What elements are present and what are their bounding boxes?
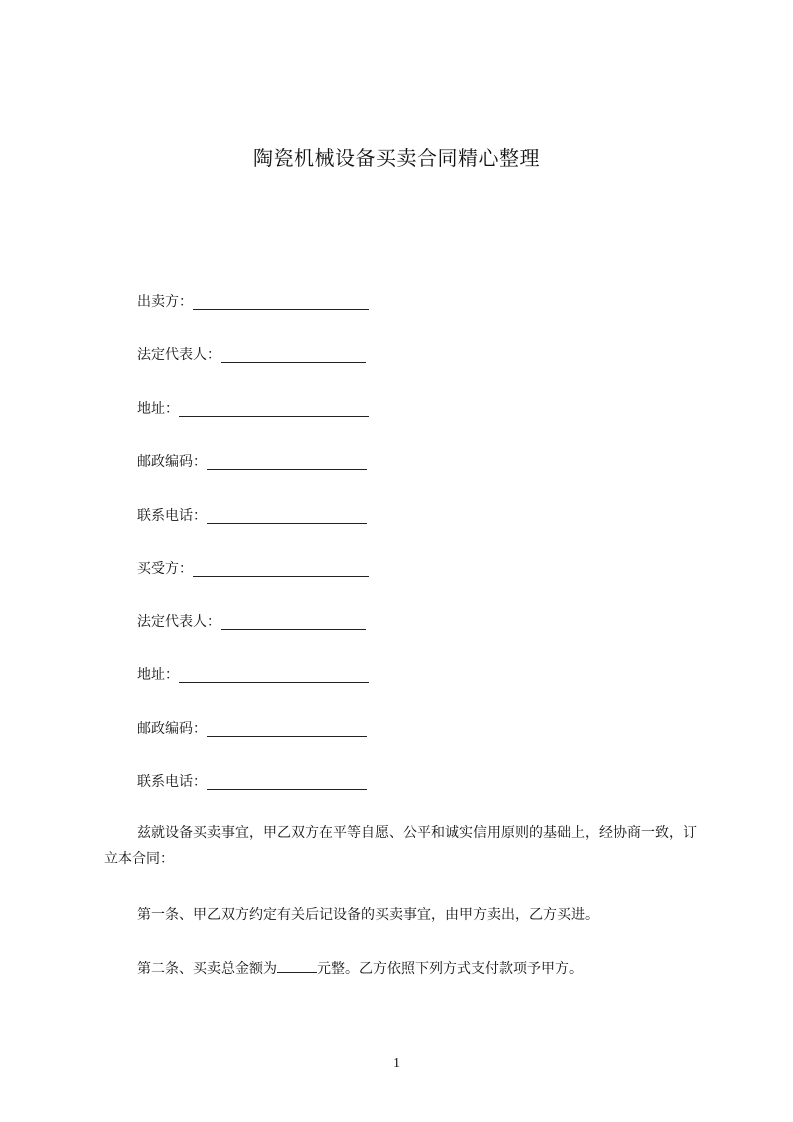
document-title: 陶瓷机械设备买卖合同精心整理 bbox=[253, 146, 540, 170]
buyer-phone-label: 联系电话： bbox=[137, 774, 207, 790]
seller-phone-blank bbox=[207, 508, 367, 524]
seller-postcode-field bbox=[137, 452, 367, 472]
buyer-address-label: 地址： bbox=[137, 667, 179, 683]
buyer-rep-field bbox=[137, 612, 366, 632]
page-number: 1 bbox=[393, 1056, 400, 1071]
buyer-rep-label: 法定代表人： bbox=[137, 614, 221, 630]
buyer-phone-blank bbox=[207, 774, 367, 790]
buyer-postcode-label: 邮政编码： bbox=[137, 721, 207, 737]
article-2 bbox=[137, 958, 583, 979]
seller-postcode-label: 邮政编码： bbox=[137, 454, 207, 470]
buyer-address-blank bbox=[179, 667, 369, 683]
seller-rep-field bbox=[137, 345, 366, 365]
seller-address-field bbox=[137, 399, 369, 419]
buyer-party-field bbox=[137, 559, 369, 579]
seller-phone-label: 联系电话： bbox=[137, 508, 207, 524]
seller-party-blank bbox=[193, 294, 369, 310]
article-2-before: 第二条、买卖总金额为 bbox=[137, 961, 277, 977]
buyer-address-field bbox=[137, 665, 369, 685]
buyer-postcode-field bbox=[137, 719, 367, 739]
buyer-rep-blank bbox=[221, 614, 366, 630]
seller-phone-field bbox=[137, 506, 367, 526]
seller-postcode-blank bbox=[207, 454, 367, 470]
seller-address-label: 地址： bbox=[137, 401, 179, 417]
total-amount-blank bbox=[277, 958, 317, 973]
seller-party-label: 出卖方： bbox=[137, 294, 193, 310]
intro-paragraph: 兹就设备买卖事宜，甲乙双方在平等自愿、公平和诚实信用原则的基础上，经协商一致，订立本合同： bbox=[104, 825, 697, 867]
buyer-party-label: 买受方： bbox=[137, 561, 193, 577]
seller-rep-blank bbox=[221, 347, 366, 363]
article-1: 第一条、甲乙双方约定有关后记设备的买卖事宜，由甲方卖出，乙方买进。 bbox=[137, 907, 599, 923]
buyer-party-blank bbox=[193, 561, 369, 577]
buyer-phone-field bbox=[137, 772, 367, 792]
seller-party-field bbox=[137, 292, 369, 312]
buyer-postcode-blank bbox=[207, 721, 367, 737]
seller-rep-label: 法定代表人： bbox=[137, 347, 221, 363]
article-2-after: 元整。乙方依照下列方式支付款项予甲方。 bbox=[317, 961, 583, 977]
seller-address-blank bbox=[179, 401, 369, 417]
